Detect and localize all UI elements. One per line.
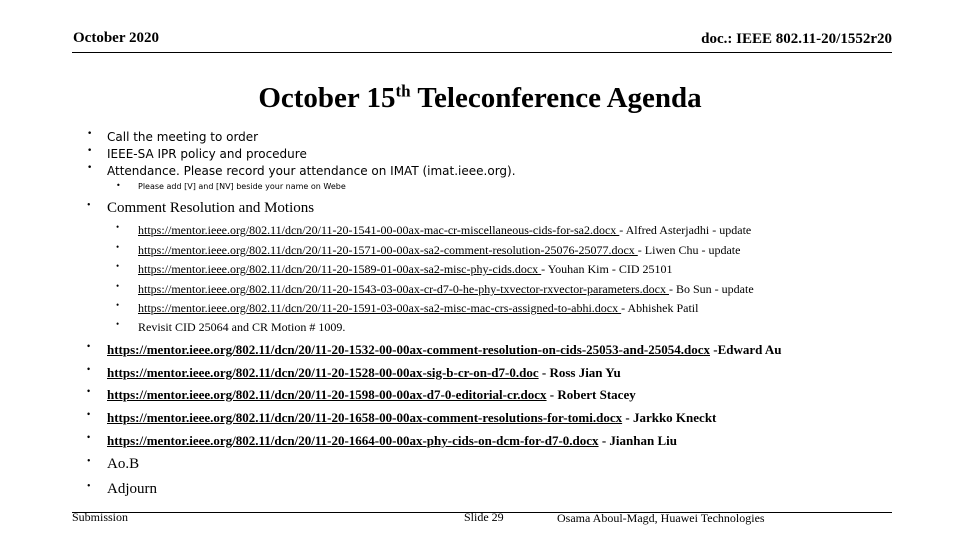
attendance-note-text: Please add [V] and [NV] beside your name on Webe	[138, 182, 346, 191]
document-link[interactable]: https://mentor.ieee.org/802.11/dcn/20/11-20-1532-00-00ax-comment-resolution-on-cids-25053-and-25054.docx	[107, 342, 711, 357]
main-item	[87, 341, 782, 358]
bullet-icon: •	[116, 222, 120, 232]
sub-item-tail: - Bo Sun - update	[669, 282, 754, 296]
bullet-icon: •	[87, 456, 91, 467]
slide-title	[0, 80, 960, 116]
bullet-icon: •	[87, 129, 93, 139]
sub-item	[116, 261, 673, 277]
bullet-icon: •	[87, 200, 91, 211]
footer-author: Osama Aboul-Magd, Huawei Technologies	[557, 511, 765, 525]
sub-item-tail: Revisit CID 25064 and CR Motion # 1009.	[138, 320, 346, 334]
agenda-item-text: Call the meeting to order	[107, 130, 259, 144]
sub-item	[116, 222, 752, 238]
bullet-icon: •	[87, 146, 93, 156]
bullet-icon: •	[116, 242, 120, 252]
main-item-tail: - Jarkko Kneckt	[622, 410, 717, 425]
title-superscript: th	[395, 81, 411, 101]
main-item	[87, 409, 717, 426]
header-rule	[72, 52, 892, 53]
bullet-icon: •	[87, 409, 91, 419]
attendance-note	[116, 181, 346, 191]
bullet-icon: •	[87, 364, 91, 374]
sub-item-tail: - Abhishek Patil	[621, 301, 699, 315]
closing-item-text: Ao.B	[107, 456, 140, 472]
bullet-icon: •	[116, 319, 120, 329]
bullet-icon: •	[87, 481, 91, 492]
document-link[interactable]: https://mentor.ieee.org/802.11/dcn/20/11-20-1591-03-00ax-sa2-misc-mac-crs-assigned-to-abhi.docx	[138, 301, 622, 315]
main-item	[87, 364, 621, 381]
closing-item-text: Adjourn	[107, 481, 157, 497]
sub-item-tail: - Alfred Asterjadhi - update	[619, 223, 752, 237]
bullet-icon: •	[116, 181, 121, 190]
document-link[interactable]: https://mentor.ieee.org/802.11/dcn/20/11-20-1598-00-00ax-d7-0-editorial-cr.docx	[107, 387, 547, 402]
sub-item	[116, 300, 699, 316]
closing-item	[87, 481, 157, 498]
footer-slide-number: Slide 29	[464, 510, 504, 524]
sub-item	[116, 281, 754, 297]
document-link[interactable]: https://mentor.ieee.org/802.11/dcn/20/11-20-1541-00-00ax-mac-cr-miscellaneous-cids-for-sa2.docx	[138, 223, 620, 237]
sub-item-tail: - Liwen Chu - update	[637, 243, 741, 257]
bullet-icon: •	[87, 386, 91, 396]
title-rest: Teleconference Agenda	[410, 82, 702, 114]
agenda-item-text: Attendance. Please record your attendance on IMAT (imat.ieee.org).	[107, 164, 516, 178]
main-item-tail: - Robert Stacey	[546, 387, 636, 402]
bullet-icon: •	[87, 432, 91, 442]
bullet-icon: •	[116, 281, 120, 291]
sub-item	[116, 242, 741, 258]
title-main: October 15	[258, 82, 396, 114]
header-doc-id: doc.: IEEE 802.11-20/1552r20	[701, 31, 892, 47]
main-item-tail: - Jianhan Liu	[598, 433, 677, 448]
agenda-item-text: IEEE-SA IPR policy and procedure	[107, 147, 307, 161]
document-link[interactable]: https://mentor.ieee.org/802.11/dcn/20/11-20-1658-00-00ax-comment-resolutions-for-tomi.docx	[107, 410, 623, 425]
comment-resolution-heading	[87, 200, 315, 217]
footer-submission: Submission	[72, 510, 129, 524]
bullet-icon: •	[116, 300, 120, 310]
agenda-item	[87, 163, 516, 178]
closing-item	[87, 456, 140, 473]
main-item-tail: - Ross Jian Yu	[538, 365, 621, 380]
bullet-icon: •	[87, 341, 91, 351]
sub-item	[116, 319, 346, 335]
agenda-item	[87, 146, 307, 161]
document-link[interactable]: https://mentor.ieee.org/802.11/dcn/20/11-20-1571-00-00ax-sa2-comment-resolution-25076-25077.docx	[138, 243, 638, 257]
document-link[interactable]: https://mentor.ieee.org/802.11/dcn/20/11-20-1589-01-00ax-sa2-misc-phy-cids.docx	[138, 262, 542, 276]
agenda-item	[87, 129, 259, 144]
main-item	[87, 432, 677, 449]
bullet-icon: •	[87, 163, 93, 173]
document-link[interactable]: https://mentor.ieee.org/802.11/dcn/20/11-20-1664-00-00ax-phy-cids-on-dcm-for-d7-0.docx	[107, 433, 599, 448]
main-item-tail: -Edward Au	[710, 342, 782, 357]
heading-text: Comment Resolution and Motions	[107, 200, 315, 216]
document-link[interactable]: https://mentor.ieee.org/802.11/dcn/20/11-20-1543-03-00ax-cr-d7-0-he-phy-txvector-rxvector-parameters.docx	[138, 282, 669, 296]
header-date: October 2020	[73, 30, 159, 46]
sub-item-tail: - Youhan Kim - CID 25101	[541, 262, 673, 276]
bullet-icon: •	[116, 261, 120, 271]
document-link[interactable]: https://mentor.ieee.org/802.11/dcn/20/11-20-1528-00-00ax-sig-b-cr-on-d7-0.doc	[107, 365, 539, 380]
main-item	[87, 386, 636, 403]
